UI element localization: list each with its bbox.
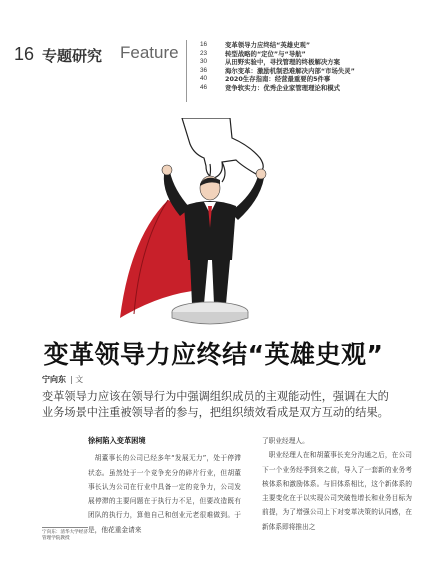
toc-item[interactable] — [200, 58, 420, 67]
toc-page: 40 — [200, 75, 208, 83]
article-column-1 — [88, 434, 241, 537]
toc-title: 从田野实验中，寻找管理的终极解决方案 — [225, 58, 341, 67]
page-header — [0, 0, 427, 110]
article-column-2 — [262, 434, 412, 534]
article-headline: 变革领导力应终结“英雄史观” — [43, 340, 384, 369]
toc-item[interactable] — [200, 84, 420, 93]
section-title-en: Feature — [120, 43, 179, 62]
toc-title: 转型战略的“定位”与“导航” — [225, 49, 306, 58]
toc-page: 16 — [200, 41, 208, 48]
article-lead: 变革领导力应该在领导行为中强调组织成员的主观能动性，强调在大的业务场景中注重被领导者的参与，把组织绩效看成是双方互动的结果。 — [42, 390, 389, 419]
toc-item[interactable] — [200, 67, 420, 76]
byline — [42, 374, 83, 385]
body-paragraph: 了职业经理人。 — [262, 437, 309, 445]
page-number: 16 — [14, 44, 35, 64]
toc-page: 23 — [200, 49, 208, 57]
article-subhead: 徐柯陷入变革困境 — [88, 436, 146, 445]
author-note: 宁向东：清华大学经济管理学院教授 — [42, 530, 88, 541]
toc-item[interactable] — [200, 50, 420, 59]
toc-title: 变革领导力应终结“英雄史观” — [225, 41, 311, 49]
byline-suffix: | 文 — [70, 375, 84, 384]
toc-page: 46 — [200, 83, 208, 91]
toc-item[interactable] — [200, 75, 420, 84]
toc-title: 竞争软实力：优秀企业家管理理论和模式 — [225, 83, 341, 92]
toc-divider — [186, 40, 187, 102]
author-name: 宁向东 — [42, 375, 66, 384]
toc-page: 30 — [200, 58, 208, 66]
body-paragraph: 职业经理人在和胡董事长充分沟通之后，在公司下一个业务经季到来之前，导入了一套新的业务考核体系和激励体系。与旧体系相比，这个新体系的主要变化在于以实现公司突破性增长和业务目标为前提，为了增强公司上下对变革决策的认同感，在新体系即将推出之 — [262, 451, 412, 531]
section-title: 专题研究 — [42, 47, 103, 65]
toc-item[interactable] — [200, 41, 420, 50]
toc-page: 36 — [200, 66, 208, 74]
toc-title: 海尔变革：激励机制恐难解决内部“市场失灵” — [225, 66, 355, 75]
table-of-contents — [200, 41, 420, 93]
body-paragraph: 胡董事长的公司已经多年“发展无力”，处于停滞状态。虽然处于一个竞争充分的碎片行业，但胡董事长认为公司在行业中具备一定的竞争力，公司发展停滞的主要问题在于执行力不足，但要改造既有团队的执行力，算他自己和创业元老很难做到。于是，他花重金请来 — [88, 454, 241, 534]
hero-illustration — [110, 118, 330, 332]
toc-title: 2020生存指南：经营最重要的5件事 — [225, 75, 331, 84]
author-note-divider — [42, 527, 88, 528]
